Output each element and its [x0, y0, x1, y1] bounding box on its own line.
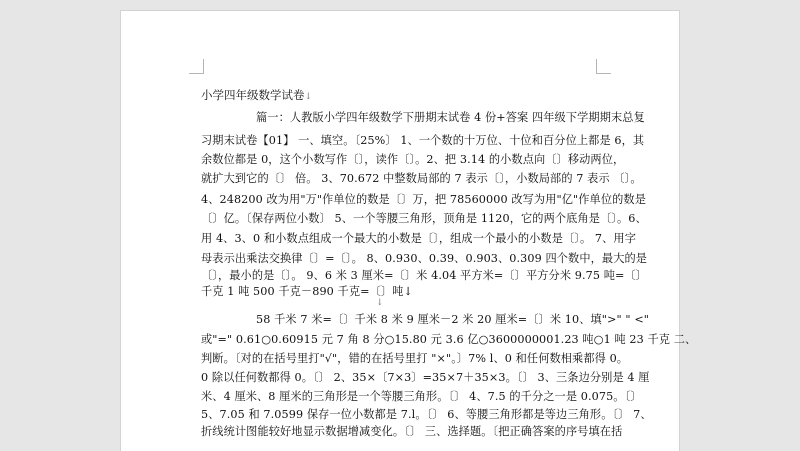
text-line[interactable]: 〔〕，最小的是〔〕。 9、6 米 3 厘米=〔〕米 4.04 平方米=〔〕平方分米 9.75 吨=〔〕: [201, 269, 648, 282]
text-line[interactable]: 篇一：人教版小学四年级数学下册期末试卷 4 份+答案 四年级下学期期末总复: [256, 111, 645, 124]
crop-mark-top-right: [596, 59, 611, 74]
text-line[interactable]: 米、4 厘米、8 厘米的三角形是一个等腰三角形。〔〕 4、7.5 的千分之一是 0.075。〔〕: [201, 390, 642, 403]
text-line[interactable]: 用 4、3、0 和小数点组成一个最大的小数是〔〕，组成一个最小的小数是〔〕。 7、用字: [201, 232, 636, 245]
document-title[interactable]: [201, 87, 312, 103]
text-line[interactable]: 0 除以任何数都得 0。〔〕 2、35×〔7×3〕=35×7＋35×3。〔〕 3、三条边分别是 4 厘: [201, 371, 650, 384]
text-line[interactable]: 母表示出乘法交换律〔〕=〔〕。 8、0.930、0.39、0.903、0.309 四个数中，最大的是: [201, 252, 648, 265]
text-line[interactable]: 4、248200 改为用"万"作单位的数是〔〕万，把 78560000 改写为用"亿"作单位的数是: [201, 193, 646, 206]
document-page[interactable]: [121, 11, 697, 451]
text-line[interactable]: 判断。〔对的在括号里打"√"，错的在括号里打 "×"。〕7% l、0 和任何数相乘都得 0。: [201, 352, 629, 365]
text-line[interactable]: 5、7.05 和 7.0599 保存一位小数都是 7.l。〔〕 6、等腰三角形都是等边三角形。〔〕 7、: [201, 408, 652, 421]
paragraph-mark: ↓: [376, 298, 384, 308]
paragraph-mark: ↓: [304, 92, 313, 102]
crop-mark-top-left: [189, 59, 204, 74]
text-line[interactable]: 习期末试卷【01】 一、填空。〔25%〕 1、一个数的十万位、十位和百分位上都是 6，其: [201, 134, 645, 147]
text-line[interactable]: 或"=" 0.61○0.60915 元 7 角 8 分○15.80 元 3.6 亿○3600000001.23 吨○1 吨 23 千克 二、: [201, 333, 697, 346]
text-line[interactable]: 余数位都是 0，这个小数写作〔〕，读作〔〕。2、把 3.14 的小数点向〔〕移动两位，: [201, 153, 625, 166]
text-line[interactable]: 〔〕亿。〔保存两位小数〕 5、一个等腰三角形，顶角是 1120，它的两个底角是〔〕。6、: [201, 212, 647, 225]
text-line[interactable]: 折线统计图能较好地显示数据增减变化。〔〕 三、选择题。〔把正确答案的序号填在括: [201, 425, 623, 438]
text-line[interactable]: 58 千米 7 米=〔〕千米 8 米 9 厘米－2 米 20 厘米=〔〕米 10、填">" " <": [256, 313, 650, 326]
document-title-text[interactable]: 小学四年级数学试卷: [201, 88, 305, 102]
text-line[interactable]: 就扩大到它的〔〕 倍。 3、70.672 中整数局部的 7 表示〔〕，小数局部的 7 表示 〔〕。: [201, 172, 642, 185]
text-line[interactable]: 千克 1 吨 500 千克－890 千克=〔〕吨↓: [201, 285, 413, 298]
